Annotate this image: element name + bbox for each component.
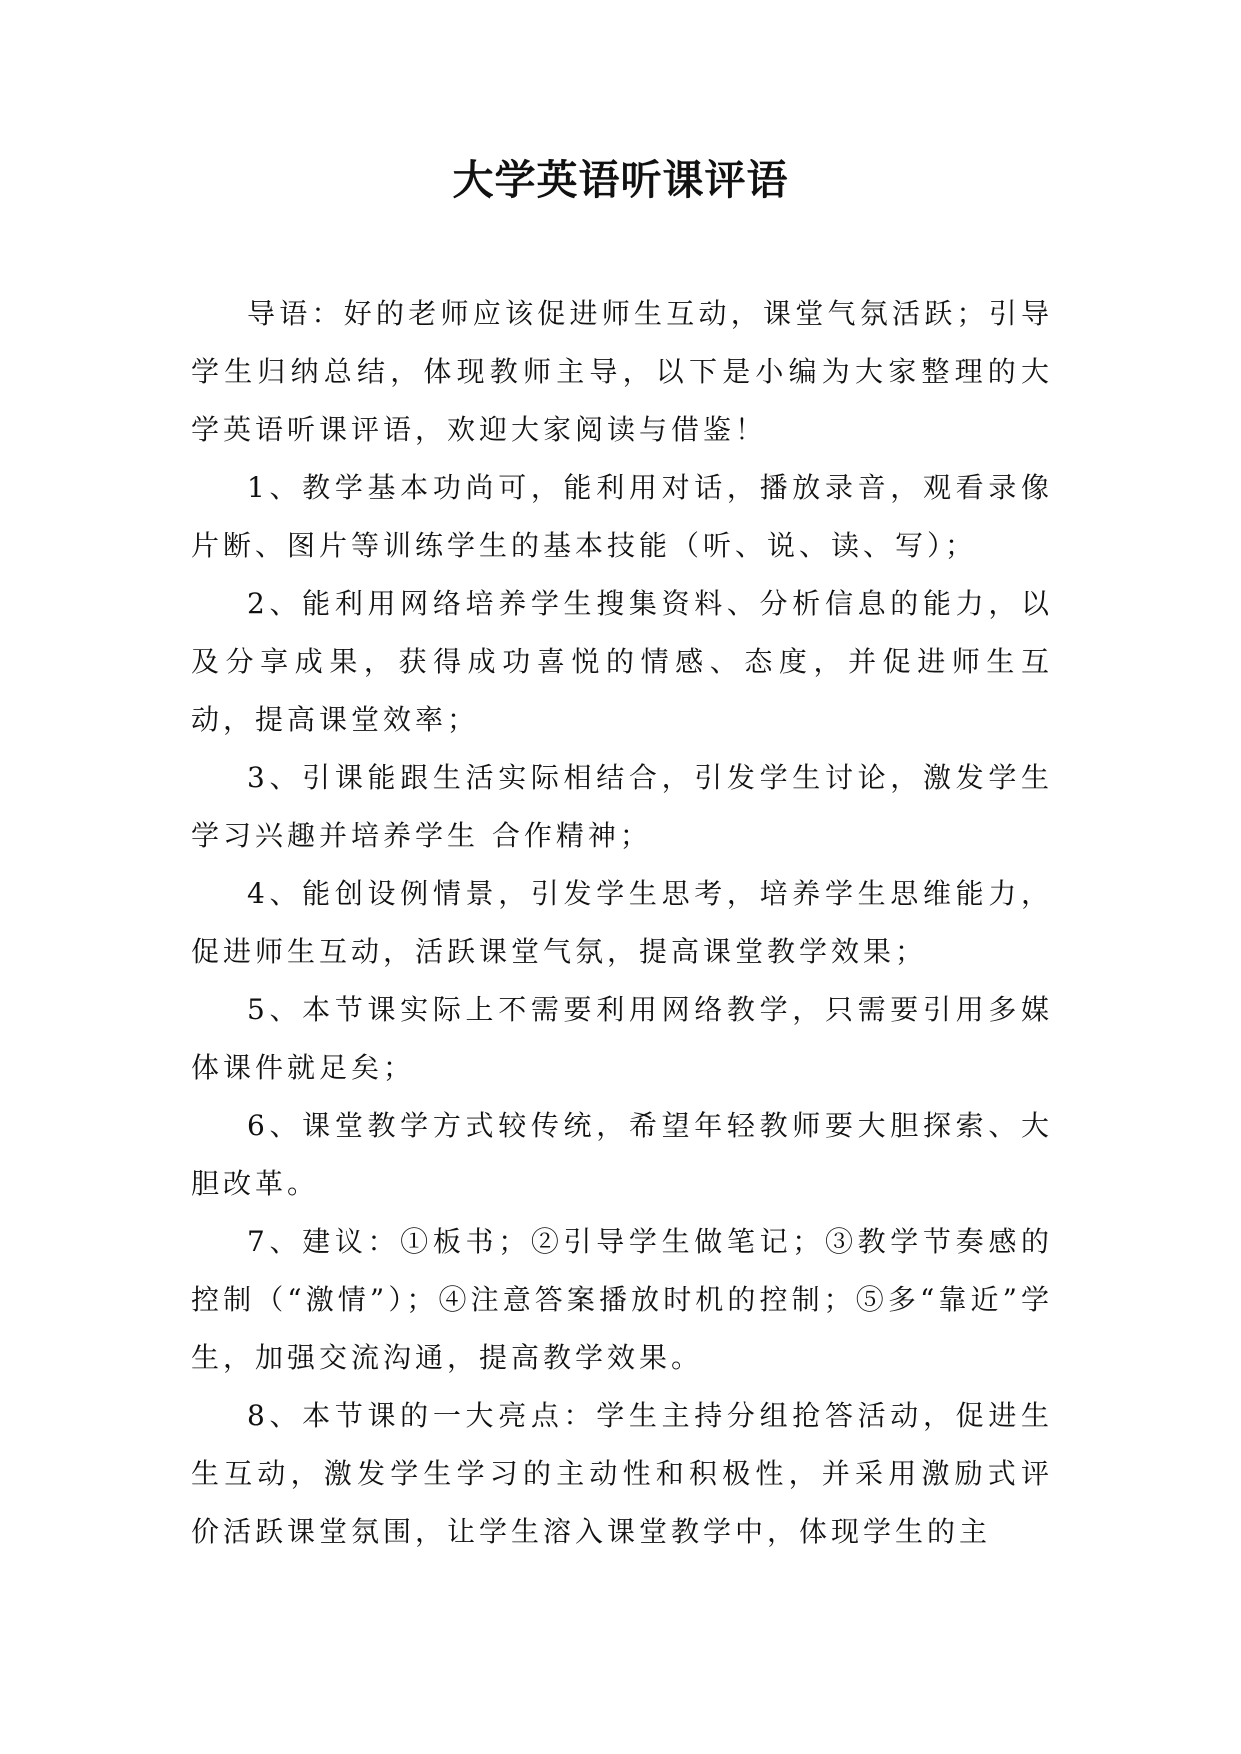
- comment-paragraph-1: 1、教学基本功尚可，能利用对话，播放录音，观看录像片断、图片等训练学生的基本技能（听、说、读、写）；: [191, 471, 1053, 562]
- comment-paragraph-2: 2、能利用网络培养学生搜集资料、分析信息的能力，以及分享成果，获得成功喜悦的情感、态度，并促进师生互动，提高课堂效率；: [191, 587, 1053, 736]
- document-title: 大学英语听课评语: [452, 156, 789, 204]
- comment-paragraph-8: 8、本节课的一大亮点：学生主持分组抢答活动，促进生生互动，激发学生学习的主动性和积极性，并采用激励式评价活跃课堂氛围，让学生溶入课堂教学中，体现学生的主: [191, 1399, 1053, 1548]
- document-body: [191, 285, 1053, 1561]
- intro-paragraph: 导语：好的老师应该促进师生互动，课堂气氛活跃；引导学生归纳总结，体现教师主导，以下是小编为大家整理的大学英语听课评语，欢迎大家阅读与借鉴！: [191, 297, 1053, 446]
- comment-paragraph-3: 3、引课能跟生活实际相结合，引发学生讨论，激发学生学习兴趣并培养学生 合作精神；: [191, 761, 1053, 852]
- comment-paragraph-4: 4、能创设例情景，引发学生思考，培养学生思维能力，促进师生互动，活跃课堂气氛，提高课堂教学效果；: [191, 877, 1053, 968]
- comment-paragraph-6: 6、课堂教学方式较传统，希望年轻教师要大胆探索、大胆改革。: [191, 1109, 1053, 1200]
- comment-paragraph-5: 5、本节课实际上不需要利用网络教学，只需要引用多媒体课件就足矣；: [191, 993, 1053, 1084]
- comment-paragraph-7: 7、建议：①板书；②引导学生做笔记；③教学节奏感的控制（“激情”）；④注意答案播放时机的控制；⑤多“靠近”学生，加强交流沟通，提高教学效果。: [191, 1225, 1053, 1374]
